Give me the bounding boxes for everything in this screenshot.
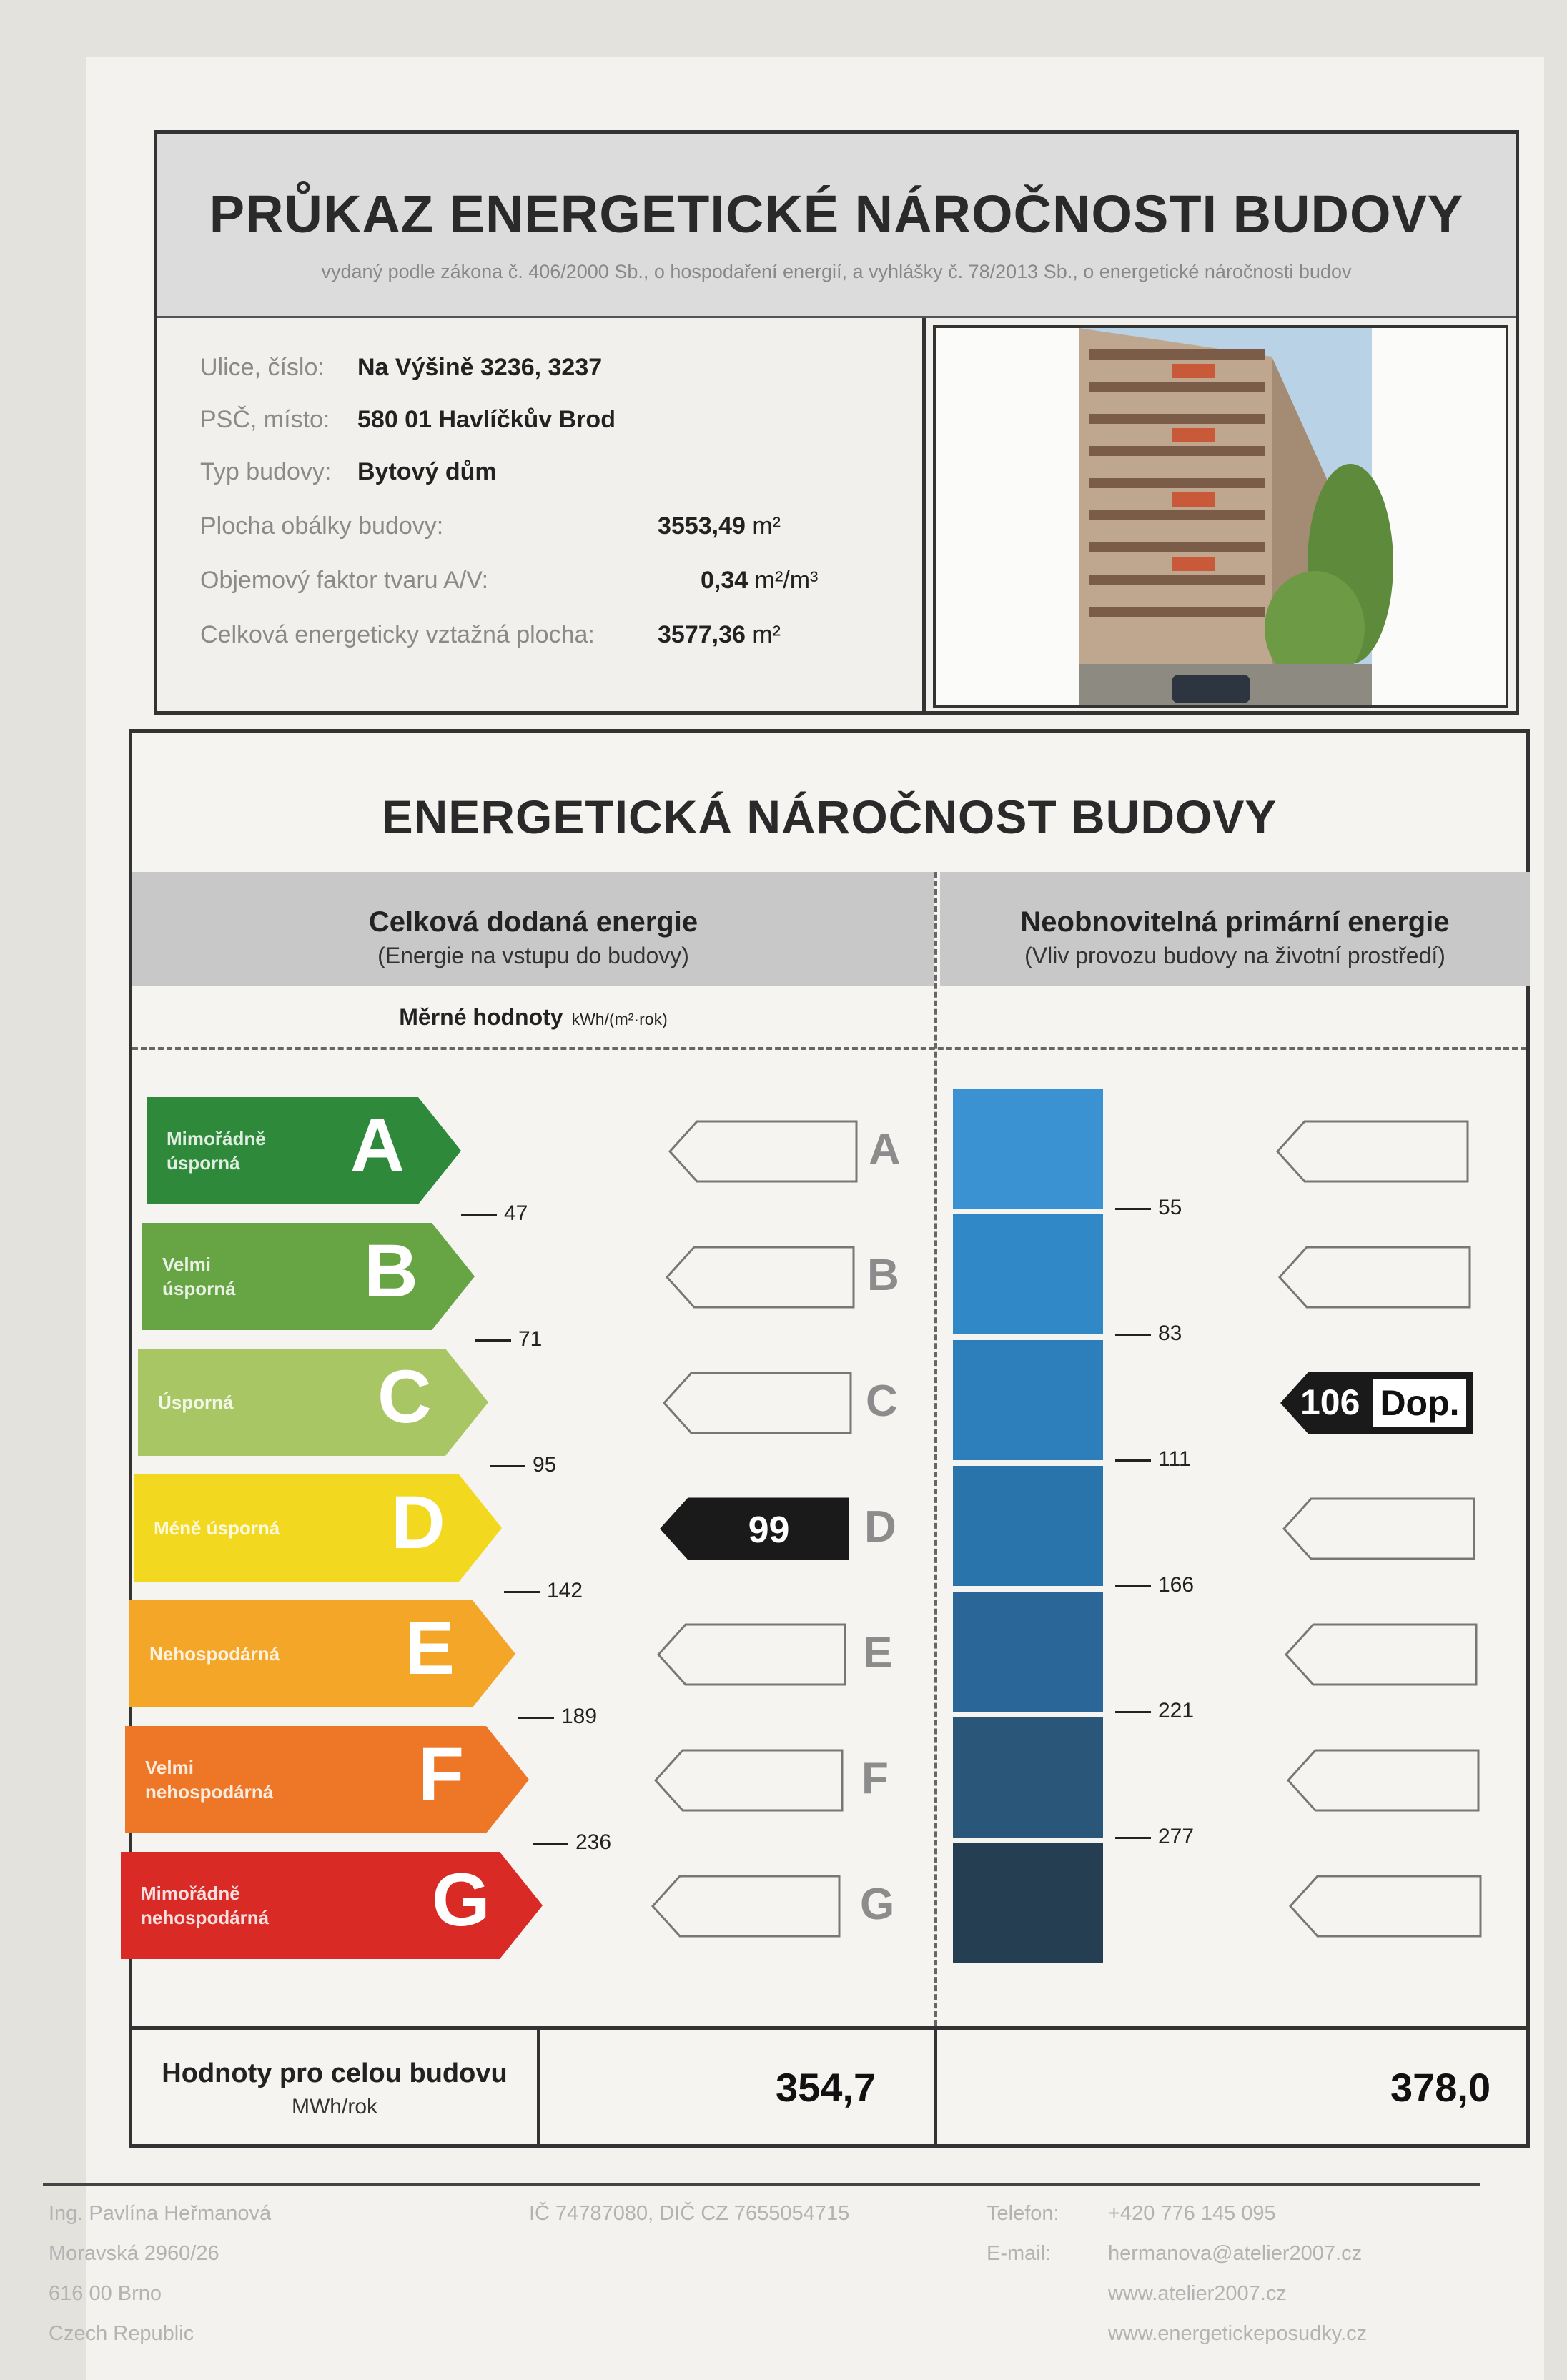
footer-phone[interactable]: +420 776 145 095	[1108, 2202, 1276, 2225]
marker-slot-a	[668, 1120, 858, 1183]
primary-slot-b	[1278, 1246, 1471, 1309]
info-city: PSČ, místo: 580 01 Havlíčkův Brod	[200, 406, 616, 433]
marker-letter-c: C	[866, 1377, 898, 1426]
class-arrow-f	[125, 1726, 529, 1833]
footer-email-label: E-mail:	[987, 2242, 1052, 2265]
class-letter: E	[405, 1607, 455, 1690]
right-threshold: 55	[1115, 1196, 1182, 1220]
class-description: Velmi nehospodárná	[145, 1757, 274, 1803]
primary-band-d	[953, 1466, 1103, 1586]
right-threshold: 221	[1115, 1699, 1194, 1723]
class-letter: A	[350, 1104, 405, 1187]
footer-phone-label: Telefon:	[987, 2202, 1059, 2225]
primary-slot-a	[1276, 1120, 1469, 1183]
section-title: ENERGETICKÁ NÁROČNOST BUDOVY	[381, 790, 1277, 843]
class-letter: C	[377, 1355, 432, 1439]
info-shape-factor: Objemový faktor tvaru A/V: 0,34 m²/m³	[200, 567, 819, 594]
right-column-heading: Neobnovitelná primární energie (Vliv provozu budovy na životní prostředí)	[940, 872, 1530, 986]
totals-row	[132, 2026, 1526, 2144]
primary-slot-e	[1285, 1623, 1478, 1686]
footer-street: Moravská 2960/26	[49, 2242, 219, 2265]
info-street: Ulice, číslo: Na Výšině 3236, 3237	[200, 354, 603, 381]
primary-band-f	[953, 1717, 1103, 1838]
marker-letter-d: D	[864, 1502, 896, 1552]
primary-band-a	[953, 1089, 1103, 1209]
marker-letter-f: F	[861, 1754, 889, 1803]
class-arrow-c	[138, 1349, 488, 1456]
left-threshold: 47	[461, 1201, 528, 1226]
footer-name: Ing. Pavlína Heřmanová	[49, 2202, 272, 2225]
footer-email-link[interactable]: hermanova@atelier2007.cz	[1108, 2242, 1363, 2265]
right-threshold: 277	[1115, 1825, 1194, 1849]
footer-web-link-1[interactable]: www.atelier2007.cz	[1108, 2282, 1287, 2305]
footer	[43, 2183, 1480, 2376]
marker-slot-e	[657, 1623, 846, 1686]
dashed-divider	[132, 1047, 1526, 1050]
primary-band-e	[953, 1592, 1103, 1712]
class-description: Mimořádně úsporná	[167, 1128, 266, 1174]
right-threshold: 111	[1115, 1447, 1191, 1472]
class-arrow-e	[129, 1600, 515, 1707]
header-band	[157, 134, 1516, 318]
building-info	[157, 318, 926, 715]
total-primary-energy: 378,0	[1390, 2065, 1491, 2110]
page-title: PRŮKAZ ENERGETICKÉ NÁROČNOSTI BUDOVY	[209, 184, 1464, 244]
class-letter: F	[418, 1732, 465, 1816]
marker-letter-g: G	[860, 1880, 895, 1929]
left-threshold: 142	[504, 1579, 583, 1603]
primary-energy-marker	[1280, 1372, 1473, 1434]
footer-city: 616 00 Brno	[49, 2282, 162, 2305]
energy-performance-box	[129, 729, 1530, 2148]
class-letter: G	[432, 1858, 490, 1942]
footer-ids: IČ 74787080, DIČ CZ 7655054715	[529, 2202, 850, 2225]
left-threshold: 236	[533, 1830, 611, 1855]
class-arrow-b	[142, 1223, 475, 1330]
info-floor-area: Celková energeticky vztažná plocha: 3577,36 m²	[200, 621, 781, 648]
marker-letter-e: E	[863, 1628, 893, 1677]
marker-slot-f	[654, 1749, 844, 1812]
class-description: Nehospodárná	[149, 1643, 280, 1665]
totals-label: Hodnoty pro celou budovu MWh/rok	[132, 2030, 540, 2144]
specific-values-label: Měrné hodnoty kWh/(m²·rok)	[399, 1004, 668, 1030]
class-arrow-d	[134, 1474, 502, 1582]
left-threshold: 71	[475, 1327, 542, 1352]
class-description: Méně úsporná	[154, 1517, 280, 1539]
footer-web-link-2[interactable]: www.energetickeposudky.cz	[1108, 2322, 1368, 2345]
marker-slot-g	[651, 1875, 841, 1938]
class-letter: D	[391, 1481, 445, 1565]
footer-country: Czech Republic	[49, 2322, 194, 2345]
left-threshold: 95	[490, 1453, 556, 1477]
right-threshold: 166	[1115, 1573, 1194, 1597]
legal-subtitle: vydaný podle zákona č. 406/2000 Sb., o hospodaření energií, a vyhlášky č. 78/2013 Sb., o energetické náročnosti budov	[321, 261, 1352, 282]
class-description: Úsporná	[158, 1392, 234, 1413]
primary-slot-f	[1287, 1749, 1480, 1812]
class-arrow-g	[121, 1852, 543, 1959]
header-box	[154, 130, 1519, 715]
totals-divider	[934, 2030, 937, 2144]
primary-slot-g	[1289, 1875, 1482, 1938]
right-threshold: 83	[1115, 1322, 1182, 1346]
class-arrow-a	[147, 1097, 461, 1204]
total-delivered-energy: 354,7	[776, 2065, 876, 2110]
info-type: Typ budovy: Bytový dům	[200, 458, 497, 485]
marker-letter-b: B	[867, 1251, 899, 1300]
class-description: Mimořádně nehospodárná	[141, 1883, 270, 1928]
delivered-energy-value: 99	[748, 1509, 790, 1551]
primary-band-g	[953, 1843, 1103, 1963]
class-letter: B	[364, 1229, 418, 1313]
primary-band-b	[953, 1214, 1103, 1334]
left-threshold: 189	[518, 1705, 597, 1729]
primary-energy-value: 106	[1300, 1382, 1360, 1422]
left-column-heading: Celková dodaná energie (Energie na vstupu do budovy)	[132, 872, 934, 986]
marker-slot-c	[663, 1372, 852, 1434]
class-description: Velmi úsporná	[162, 1254, 236, 1299]
primary-slot-d	[1282, 1497, 1475, 1560]
marker-letter-a: A	[869, 1125, 901, 1174]
delivered-energy-marker	[660, 1497, 849, 1560]
primary-energy-label: Dop.	[1373, 1379, 1466, 1427]
building-photo	[933, 325, 1508, 708]
primary-band-c	[953, 1340, 1103, 1460]
marker-slot-b	[666, 1246, 855, 1309]
info-envelope-area: Plocha obálky budovy: 3553,49 m²	[200, 512, 781, 540]
